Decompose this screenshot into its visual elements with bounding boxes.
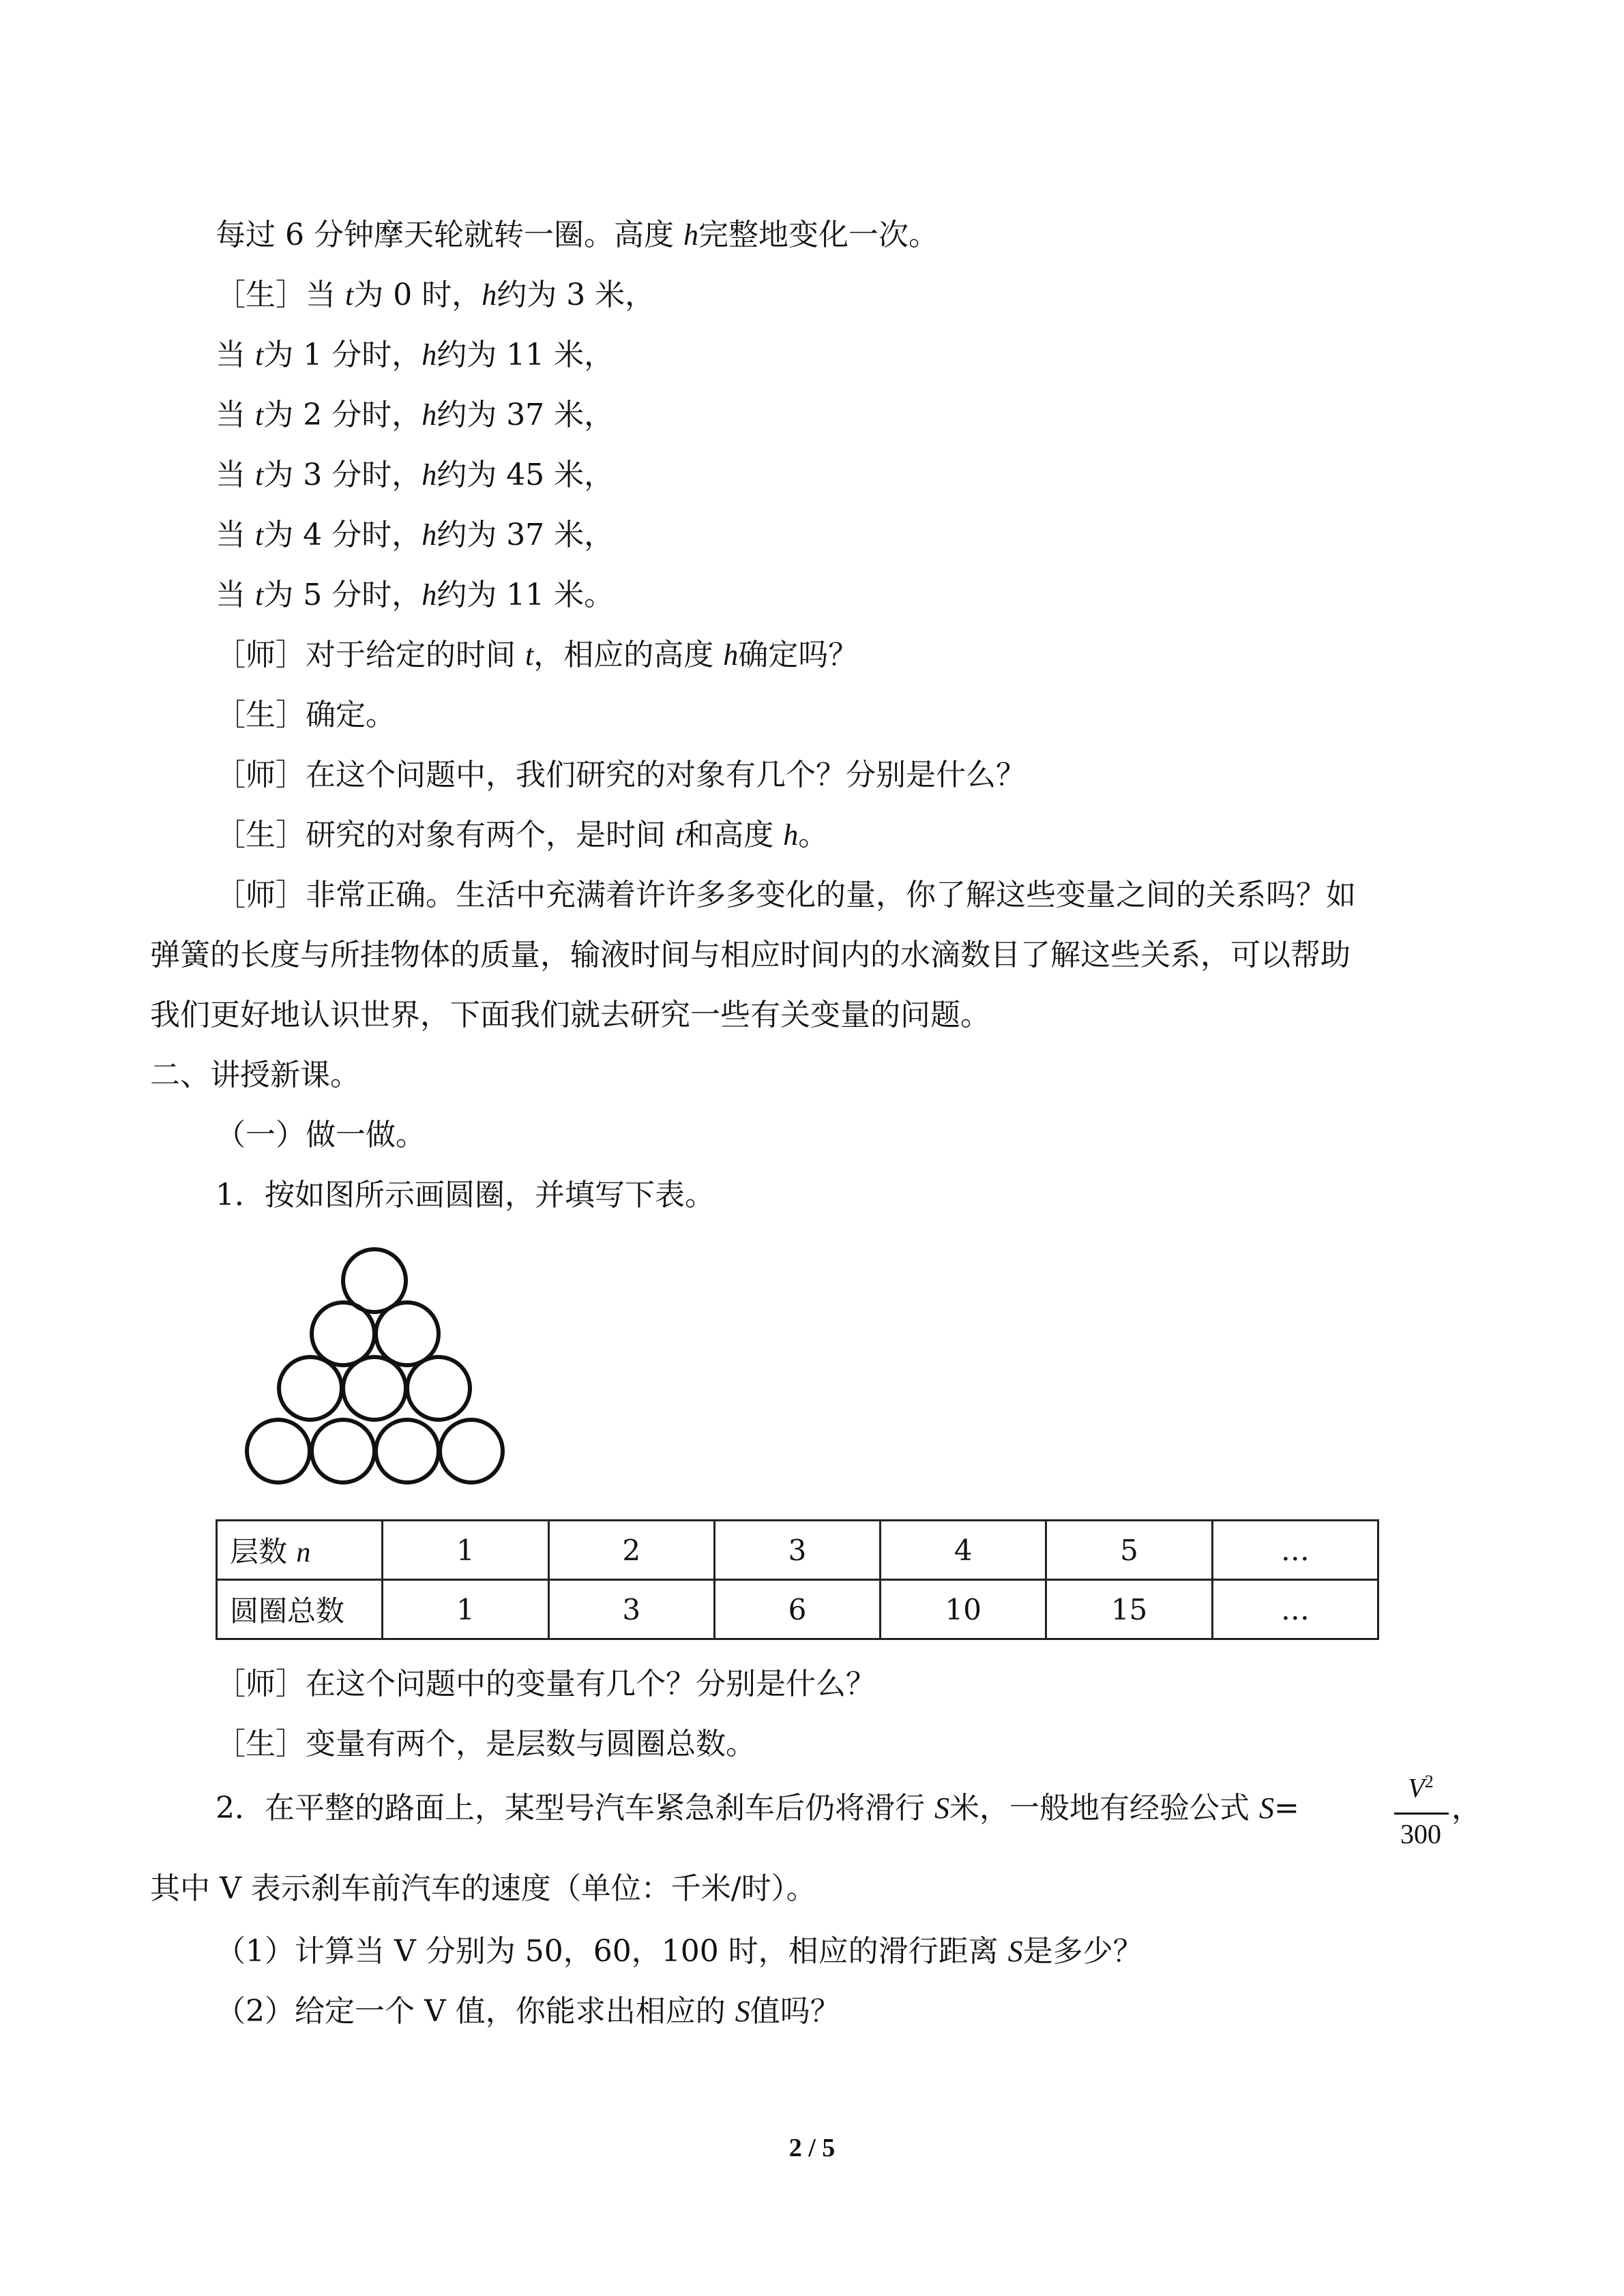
text-line: ［生］变量有两个，是层数与圆圈总数。 xyxy=(216,1727,756,1761)
circle xyxy=(376,1302,439,1365)
text-line: （1）计算当 V 分别为 50，60，100 时，相应的滑行距离 S是多少？ xyxy=(216,1934,1143,1969)
circle xyxy=(440,1420,503,1482)
circle xyxy=(407,1357,470,1420)
text-line: ［师］非常正确。生活中充满着许许多多变化的量，你了解这些变量之间的关系吗？如 xyxy=(216,878,1356,912)
fraction-bar xyxy=(1394,1813,1449,1815)
text-line: 当 t为 4 分时，h约为 37 米， xyxy=(216,518,615,552)
text-line: 当 t为 2 分时，h约为 37 米， xyxy=(216,398,615,432)
circle xyxy=(279,1357,342,1420)
text-line: ［生］研究的对象有两个，是时间 t和高度 h。 xyxy=(216,818,829,852)
text-line: ［师］对于给定的时间 t，相应的高度 h确定吗？ xyxy=(216,638,859,672)
table-cell: 3 xyxy=(714,1521,880,1580)
text-line: 当 t为 5 分时，h约为 11 米。 xyxy=(216,578,615,612)
text-line: ［生］当 t为 0 时，h约为 3 米， xyxy=(216,278,655,312)
task-line: 1．按如图所示画圆圈，并填写下表。 xyxy=(216,1178,715,1212)
table-header-cell: 层数 n xyxy=(217,1521,383,1580)
formula-numerator: $V^2$ xyxy=(1408,1772,1434,1804)
table-cell: 10 xyxy=(881,1580,1046,1639)
circle xyxy=(247,1420,310,1482)
circle xyxy=(376,1420,439,1482)
layer-count-table xyxy=(216,1519,1379,1640)
table-cell: 1 xyxy=(383,1580,548,1639)
circle xyxy=(343,1357,406,1420)
text-line: 我们更好地认识世界，下面我们就去研究一些有关变量的问题。 xyxy=(150,998,990,1032)
table-cell: 3 xyxy=(548,1580,714,1639)
formula-denominator: 300 xyxy=(1400,1819,1441,1849)
table-row xyxy=(217,1521,1378,1580)
table-cell: 5 xyxy=(1046,1521,1212,1580)
text-line: 当 t为 1 分时，h约为 11 米， xyxy=(216,338,615,372)
text-line: （2）给定一个 V 值，你能求出相应的 S值吗？ xyxy=(216,1994,840,2029)
table-cell: 6 xyxy=(714,1580,880,1639)
page-number: 2 / 5 xyxy=(788,2134,836,2162)
table-cell: 1 xyxy=(383,1521,548,1580)
text-line: 每过 6 分钟摩天轮就转一圈。高度 h完整地变化一次。 xyxy=(216,218,939,252)
text-line: 其中 V 表示刹车前汽车的速度（单位：千米/时）。 xyxy=(150,1871,816,1906)
text-line: 当 t为 3 分时，h约为 45 米， xyxy=(216,458,615,492)
section-heading: 二、讲授新课。 xyxy=(150,1058,360,1092)
circle xyxy=(312,1302,374,1365)
text-line: ， xyxy=(1451,1791,1481,1825)
table-cell: … xyxy=(1212,1580,1378,1639)
circle xyxy=(312,1420,374,1482)
table-cell: 4 xyxy=(881,1521,1046,1580)
text-line: ［师］在这个问题中的变量有几个？分别是什么？ xyxy=(216,1667,876,1701)
table-cell: 2 xyxy=(548,1521,714,1580)
table-cell: 15 xyxy=(1046,1580,1212,1639)
table-row xyxy=(217,1580,1378,1639)
task-line: 2．在平整的路面上，某型号汽车紧急刹车后仍将滑行 S米，一般地有经验公式 S= xyxy=(216,1791,1299,1825)
text-line: 弹簧的长度与所挂物体的质量，输液时间与相应时间内的水滴数目了解这些关系，可以帮助 xyxy=(150,938,1350,972)
text-line: ［师］在这个问题中，我们研究的对象有几个？分别是什么？ xyxy=(216,758,1026,792)
table-cell: … xyxy=(1212,1521,1378,1580)
text-line: ［生］确定。 xyxy=(216,698,396,732)
subsection-heading: （一）做一做。 xyxy=(216,1118,426,1152)
table-header-cell: 圆圈总数 xyxy=(217,1580,383,1639)
circle-pyramid-figure xyxy=(235,1236,522,1495)
